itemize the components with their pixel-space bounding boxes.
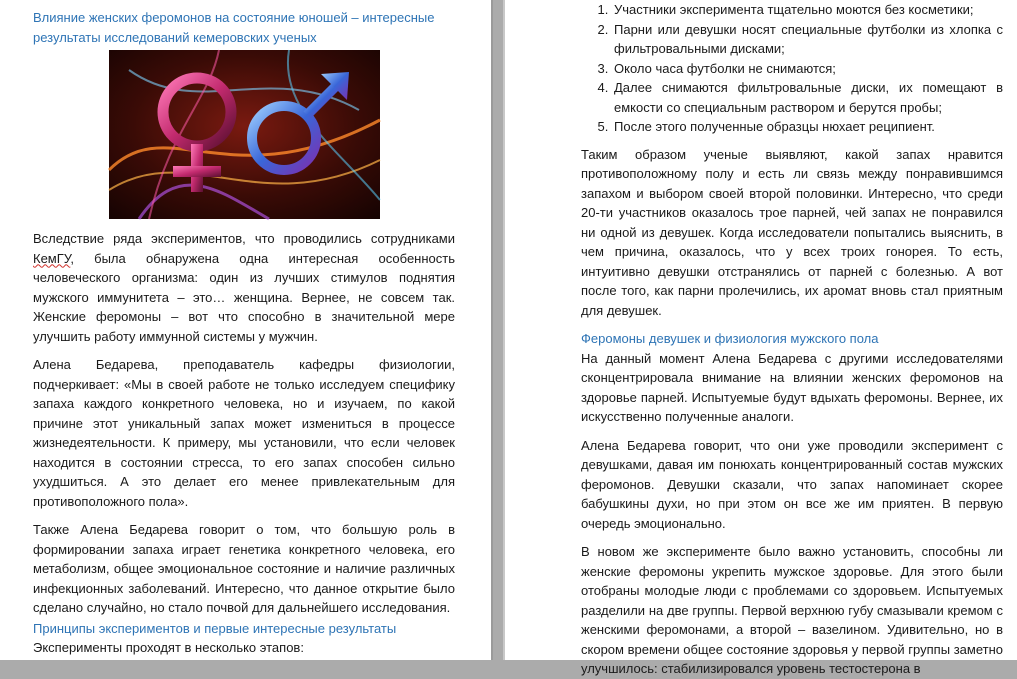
paragraph-genetics: Также Алена Бедарева говорит о том, что большую роль в формировании запаха играет генетика конкретного человека, его метаболизм, общее эмоциональное состояние и наличие различных инфекционных заболеваний. Интересно, что данное открытие было сделано случайно, но стало почвой для дальнейшего исследования. (33, 522, 455, 615)
venus-mars-symbols-image (109, 50, 380, 219)
paragraph-quote: Алена Бедарева, преподаватель кафедры физиологии, подчеркивает: «Мы в своей работе не только исследуем специфику запаха каждого конкретного человека, но и изучаем, по какой причине этот уникальный запах может измениться в процессе жизнедеятельности. К примеру, мы установили, что если человек находится в состоянии стресса, то его запах способен сильно ухудшиться. А это делает его менее привлекательным для противоположного пола». (33, 357, 455, 509)
experiment-steps-list (581, 0, 1003, 137)
section-heading-principles: Принципы экспериментов и первые интересные результаты (33, 620, 397, 636)
paragraph-focus: На данный момент Алена Бедарева с другими исследователями сконцентрировала внимание на влиянии женских феромонов на здоровье парней. Испытуемые будут вдыхать феромоны. Вернее, их искусственно полученные аналоги. (581, 350, 1003, 424)
paragraph-girls-experiment: Алена Бедарева говорит, что они уже проводили эксперимент с девушками, давая им понюхать концентрированный состав мужских феромонов. Девушки сказали, что запах напоминает скорее бабушкины духи, но при этом он все же им приятен. В первую очередь эмоционально. (581, 437, 1003, 531)
list-item: 1. Участники эксперимента тщательно моются без косметики; (612, 0, 1003, 20)
spellcheck-flagged-word[interactable]: КемГУ (33, 250, 71, 266)
list-item: 4. Далее снимаются фильтровальные диски, их помещают в емкости со специальным раствором и берутся пробы; (612, 78, 1003, 117)
document-page-right (505, 0, 1017, 676)
paragraph-new-experiment: В новом же эксперименте было важно установить, способны ли женские феромоны укрепить мужское здоровье. Для этого были отобраны молодые люди с проблемами со здоровьем. Испытуемых разделили на две группы. Первой верхнюю губу смазывали кремом с женскими феромонами, а второй – вазелином. Удивительно, но в скором времени общее состояние здоровья у первой группы заметно улучшилось: стабилизировался уровень тестостерона в (581, 544, 1003, 676)
list-item: 2. Парни или девушки носят специальные футболки из хлопка с фильтровальными дисками; (612, 20, 1003, 59)
paragraph-intro: Вследствие ряда экспериментов, что проводились сотрудниками КемГУ, была обнаружена одна интересная особенность человеческого организма: один из лучших стимулов поднятия мужского иммунитета – это… женщина. Вернее, не совсем так. Женские феромоны – вот что способно в значительной мере улучшить работу иммунной системы у мужчин. (33, 231, 455, 344)
document-page-left (0, 0, 491, 660)
section-heading-pheromones: Феромоны девушек и физиология мужского пола (581, 331, 879, 346)
article-title: Влияние женских феромонов на состояние юношей – интересные результаты исследований кемеровских ученых (33, 10, 435, 45)
list-item: 3. Около часа футболки не снимаются; (612, 59, 1003, 79)
page-gap-divider (491, 0, 493, 660)
list-item: 5. После этого полученные образцы нюхает реципиент. (612, 117, 1003, 137)
paragraph-results: Таким образом ученые выявляют, какой запах нравится противоположному полу и есть ли связь между понравившимся запахом и выбором своей второй половинки. Интересно, что среди 20-ти участников оказалось трое парней, чей запах не понравился ни одной из девушек. Когда исследователи попытались выяснить, в чем причина, оказалось, что у всех троих гонорея. То есть, интуитивно девушки отстранялись от парней с болезнью. А вот после того, как парни пролечились, их аромат вновь стал приятным для девушек. (581, 146, 1003, 318)
paragraph-stages: Эксперименты проходят в несколько этапов: (33, 640, 304, 655)
